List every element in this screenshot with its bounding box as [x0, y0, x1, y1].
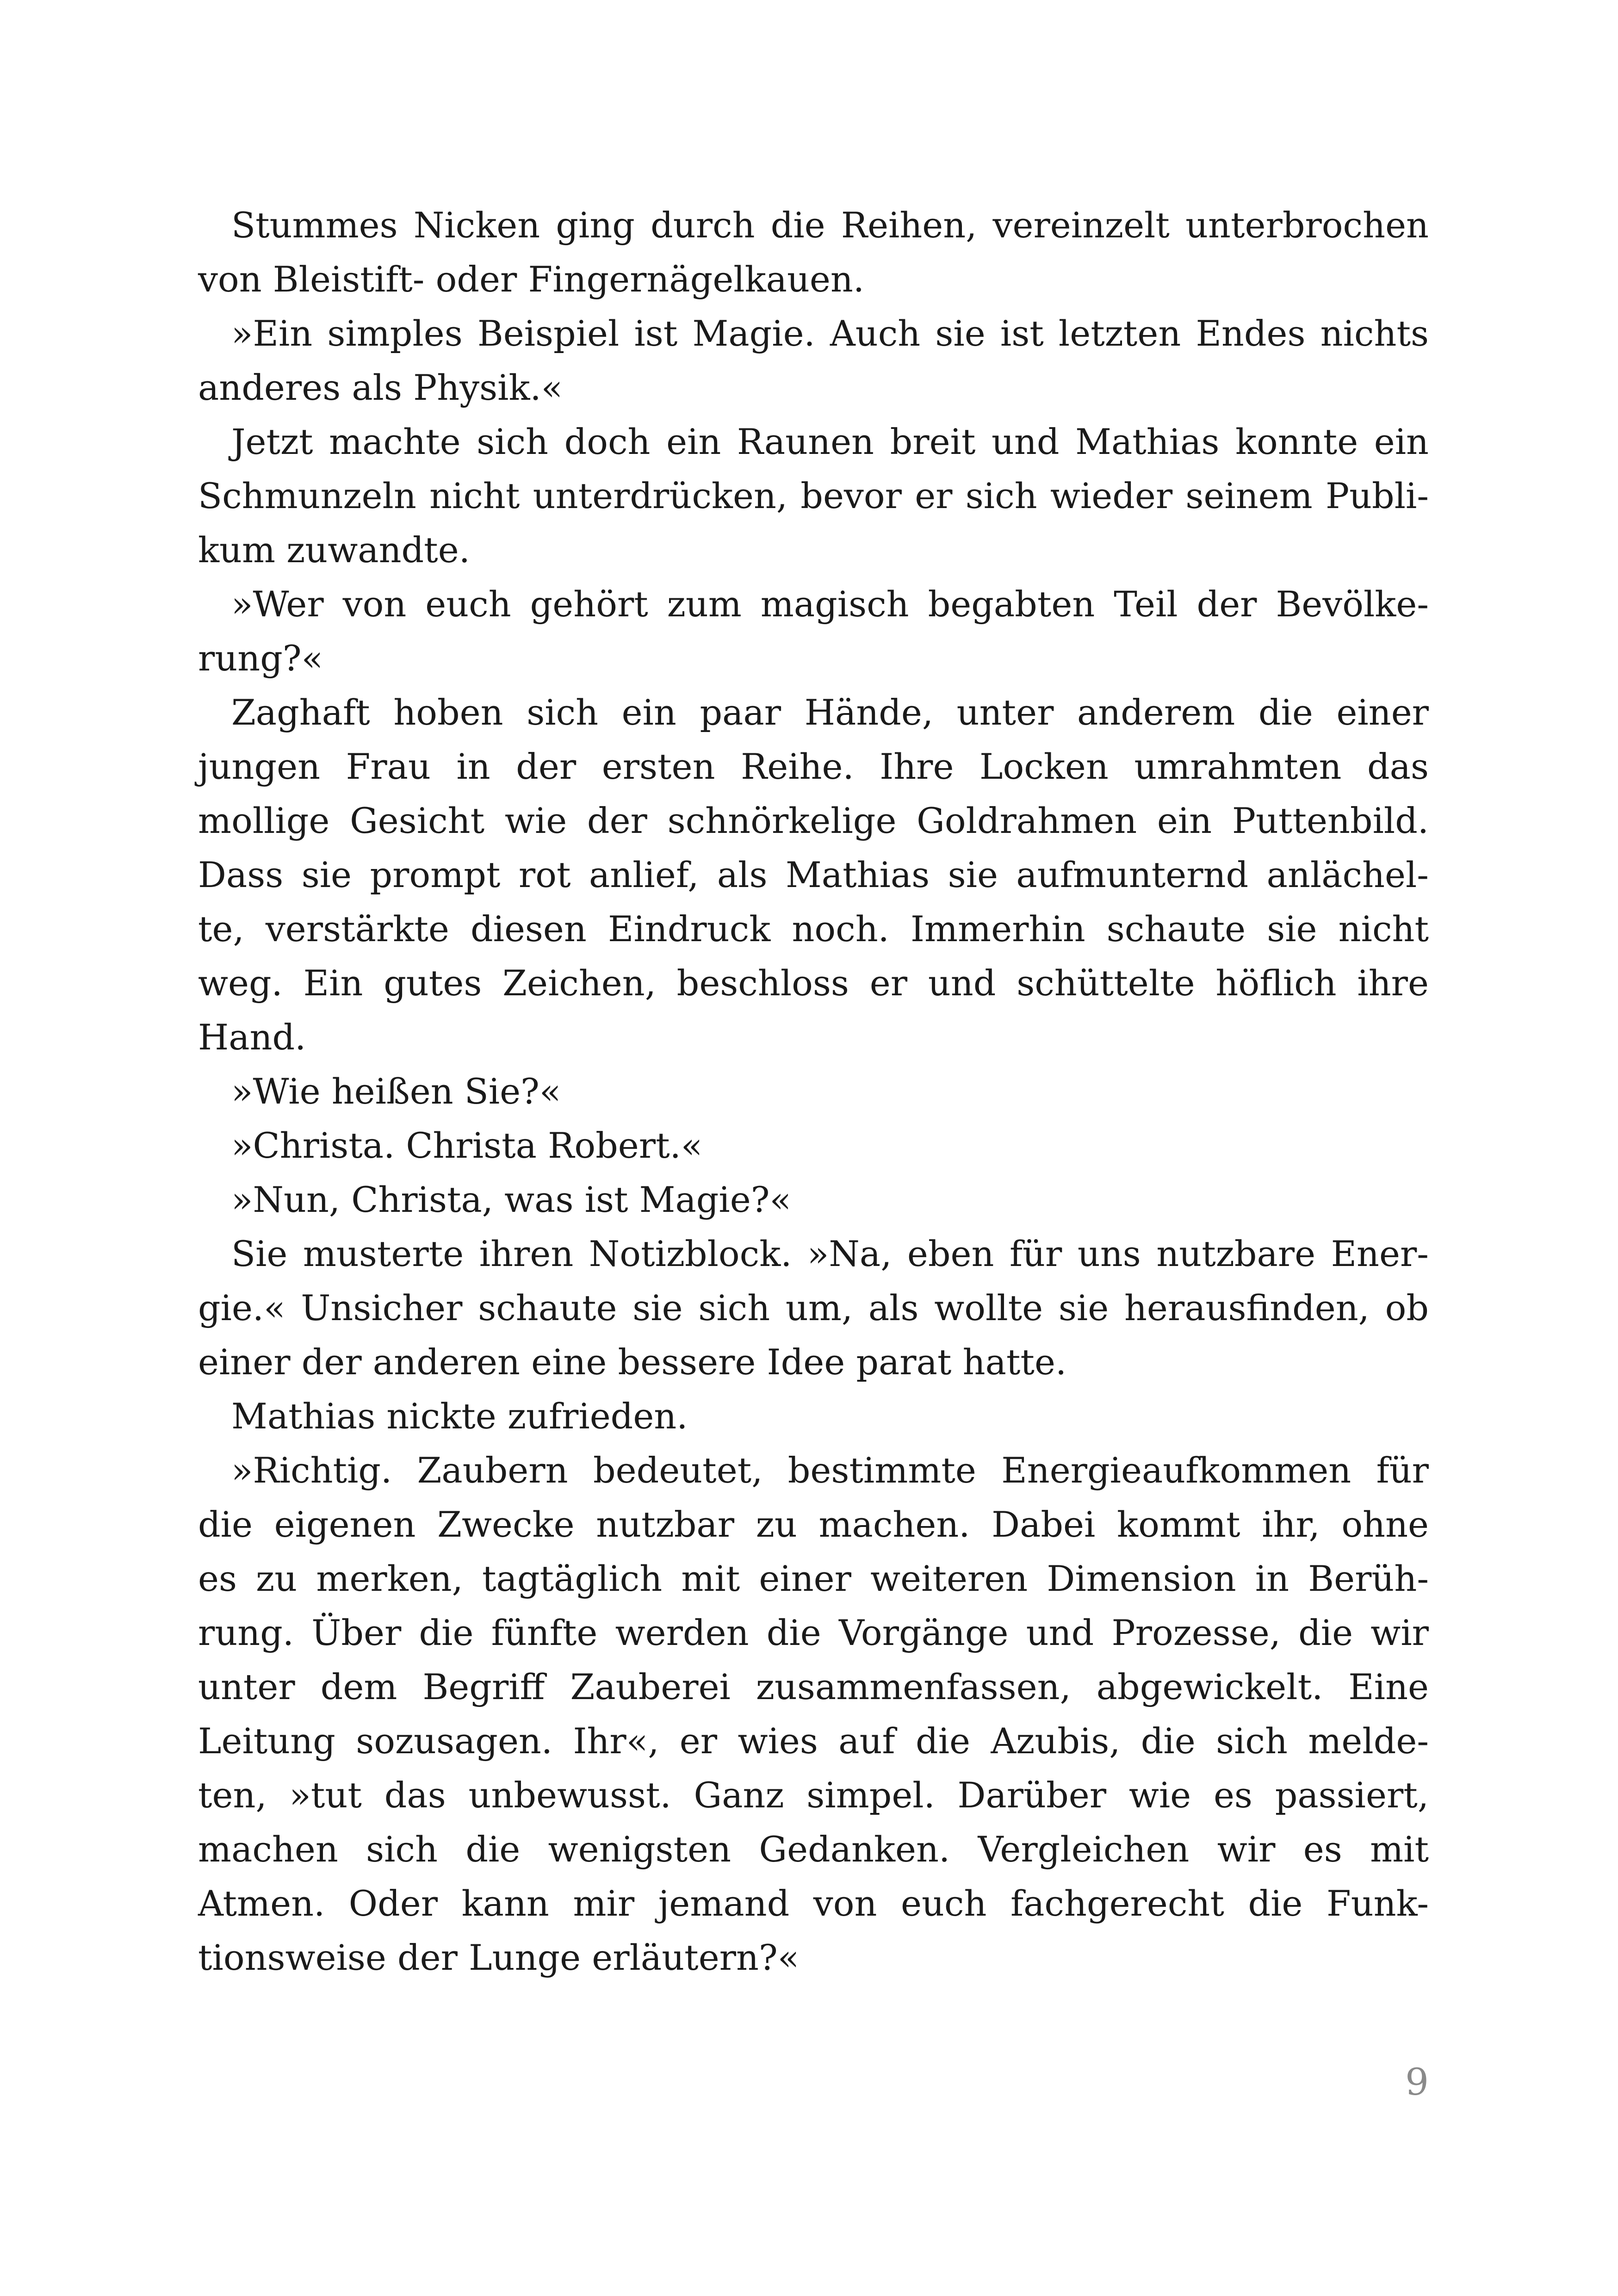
- text-line: anderes als Physik.«: [198, 367, 563, 408]
- text-line: »Wie heißen Sie?«: [231, 1071, 561, 1112]
- page-number: 9: [1405, 2060, 1429, 2104]
- text-line: »Richtig. Zaubern bedeutet, bestimmte Energieaufkommen für: [231, 1450, 1429, 1491]
- text-line: Mathias nickte zufrieden.: [231, 1396, 688, 1437]
- text-line: einer der anderen eine bessere Idee parat hatte.: [198, 1341, 1067, 1383]
- text-line: Zaghaft hoben sich ein paar Hände, unter anderem die einer: [231, 692, 1429, 733]
- text-line: Leitung sozusagen. Ihr«, er wies auf die Azubis, die sich melde-: [198, 1720, 1429, 1762]
- text-line: rung. Über die fünfte werden die Vorgänge und Prozesse, die wir: [198, 1612, 1429, 1653]
- text-line: machen sich die wenigsten Gedanken. Vergleichen wir es mit: [198, 1829, 1429, 1870]
- text-line: ten, »tut das unbewusst. Ganz simpel. Darüber wie es passiert,: [198, 1775, 1429, 1816]
- text-line: »Wer von euch gehört zum magisch begabten Teil der Bevölke-: [231, 583, 1429, 625]
- text-line: Hand.: [198, 1017, 306, 1058]
- text-line: jungen Frau in der ersten Reihe. Ihre Locken umrahmten das: [198, 746, 1429, 787]
- text-line: Stummes Nicken ging durch die Reihen, vereinzelt unterbrochen: [231, 205, 1429, 246]
- text-line: rung?«: [198, 638, 323, 679]
- text-line: Schmunzeln nicht unterdrücken, bevor er sich wieder seinem Publi-: [198, 475, 1429, 516]
- text-line: Dass sie prompt rot anlief, als Mathias sie aufmunternd anlächel-: [198, 854, 1429, 895]
- text-line: weg. Ein gutes Zeichen, beschloss er und schüttelte höflich ihre: [198, 962, 1429, 1004]
- text-line: die eigenen Zwecke nutzbar zu machen. Dabei kommt ihr, ohne: [198, 1504, 1429, 1545]
- text-line: kum zuwandte.: [198, 529, 470, 571]
- text-line: tionsweise der Lunge erläutern?«: [198, 1937, 800, 1978]
- text-line: mollige Gesicht wie der schnörkelige Goldrahmen ein Puttenbild.: [198, 800, 1429, 841]
- text-line: Atmen. Oder kann mir jemand von euch fachgerecht die Funk-: [198, 1883, 1429, 1924]
- text-line: es zu merken, tagtäglich mit einer weiteren Dimension in Berüh-: [198, 1558, 1429, 1599]
- text-line: te, verstärkte diesen Eindruck noch. Immerhin schaute sie nicht: [198, 908, 1429, 949]
- text-line: gie.« Unsicher schaute sie sich um, als wollte sie herausfinden, ob: [198, 1287, 1429, 1328]
- text-line: »Nun, Christa, was ist Magie?«: [231, 1179, 791, 1220]
- text-line: Jetzt machte sich doch ein Raunen breit und Mathias konnte ein: [231, 421, 1429, 462]
- text-line: Sie musterte ihren Notizblock. »Na, eben für uns nutzbare Ener-: [231, 1233, 1429, 1274]
- text-line: »Ein simples Beispiel ist Magie. Auch sie ist letzten Endes nichts: [231, 313, 1429, 354]
- text-line: unter dem Begriff Zauberei zusammenfassen, abgewickelt. Eine: [198, 1666, 1429, 1707]
- body-text: [198, 198, 1429, 1985]
- text-line: »Christa. Christa Robert.«: [231, 1125, 703, 1166]
- text-line: von Bleistift- oder Fingernägelkauen.: [198, 259, 864, 300]
